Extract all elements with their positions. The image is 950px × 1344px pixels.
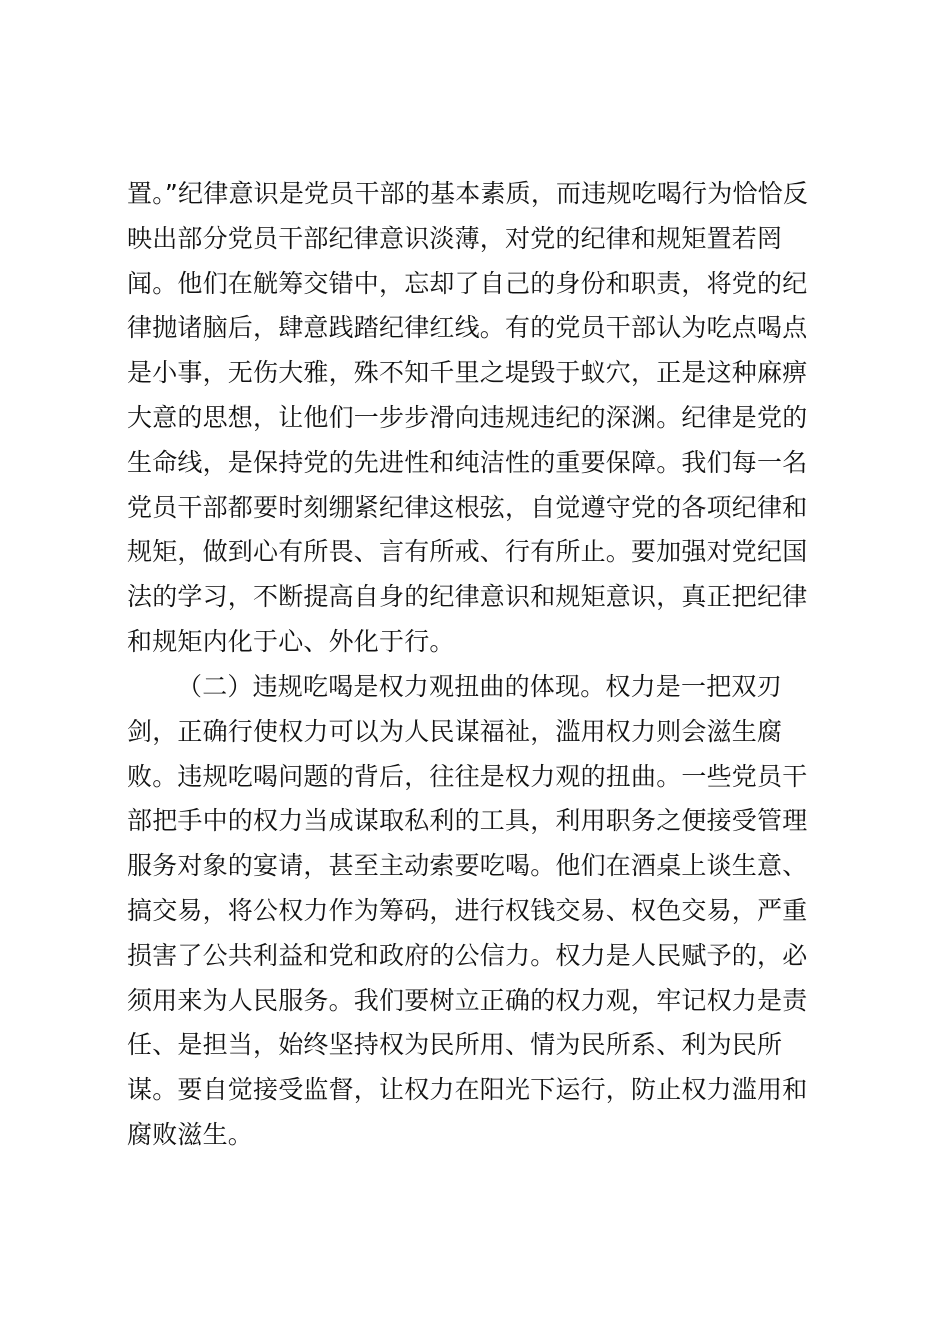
paragraph-line: 搞交易，将公权力作为筹码，进行权钱交易、权色交易，严重 bbox=[127, 895, 808, 925]
paragraph-line: 闻。他们在觥筹交错中，忘却了自己的身份和职责，将党的纪 bbox=[127, 268, 808, 298]
paragraph-line: 败。违规吃喝问题的背后，往往是权力观的扭曲。一些党员干 bbox=[127, 761, 808, 791]
paragraph-line: 是小事，无伤大雅，殊不知千里之堤毁于蚁穴，正是这种麻痹 bbox=[127, 358, 808, 388]
paragraph-line: 映出部分党员干部纪律意识淡薄，对党的纪律和规矩置若罔 bbox=[127, 223, 783, 253]
paragraph-line: 法的学习，不断提高自身的纪律意识和规矩意识，真正把纪律 bbox=[127, 582, 808, 612]
paragraph-line: 规矩，做到心有所畏、言有所戒、行有所止。要加强对党纪国 bbox=[127, 537, 808, 567]
paragraph-line: 剑，正确行使权力可以为人民谋福祉，滥用权力则会滋生腐 bbox=[127, 716, 783, 746]
paragraph-line: 生命线，是保持党的先进性和纯洁性的重要保障。我们每一名 bbox=[127, 447, 808, 477]
paragraph-line: 损害了公共利益和党和政府的公信力。权力是人民赋予的，必 bbox=[127, 940, 808, 970]
paragraph-line: 律抛诸脑后，肆意践踏纪律红线。有的党员干部认为吃点喝点 bbox=[127, 313, 808, 343]
paragraph-discipline bbox=[127, 172, 847, 665]
paragraph-power-view bbox=[127, 665, 847, 1158]
paragraph-line: 大意的思想，让他们一步步滑向违规违纪的深渊。纪律是党的 bbox=[127, 402, 808, 432]
paragraph-line: 和规矩内化于心、外化于行。 bbox=[127, 626, 455, 656]
paragraph-line: 服务对象的宴请，甚至主动索要吃喝。他们在酒桌上谈生意、 bbox=[127, 851, 808, 881]
paragraph-line: 腐败滋生。 bbox=[127, 1119, 254, 1149]
paragraph-line: 置。”纪律意识是党员干部的基本素质，而违规吃喝行为恰恰反 bbox=[127, 179, 809, 208]
paragraph-line: 谋。要自觉接受监督，让权力在阳光下运行，防止权力滥用和 bbox=[127, 1075, 808, 1105]
section-heading-line: （二）违规吃喝是权力观扭曲的体现。权力是一把双刃 bbox=[177, 672, 782, 701]
paragraph-line: 部把手中的权力当成谋取私利的工具，利用职务之便接受管理 bbox=[127, 806, 808, 836]
paragraph-line: 任、是担当，始终坚持权为民所用、情为民所系、利为民所 bbox=[127, 1030, 783, 1060]
paragraph-line: 须用来为人民服务。我们要树立正确的权力观，牢记权力是责 bbox=[127, 985, 808, 1015]
paragraph-line: 党员干部都要时刻绷紧纪律这根弦，自觉遵守党的各项纪律和 bbox=[127, 492, 808, 522]
